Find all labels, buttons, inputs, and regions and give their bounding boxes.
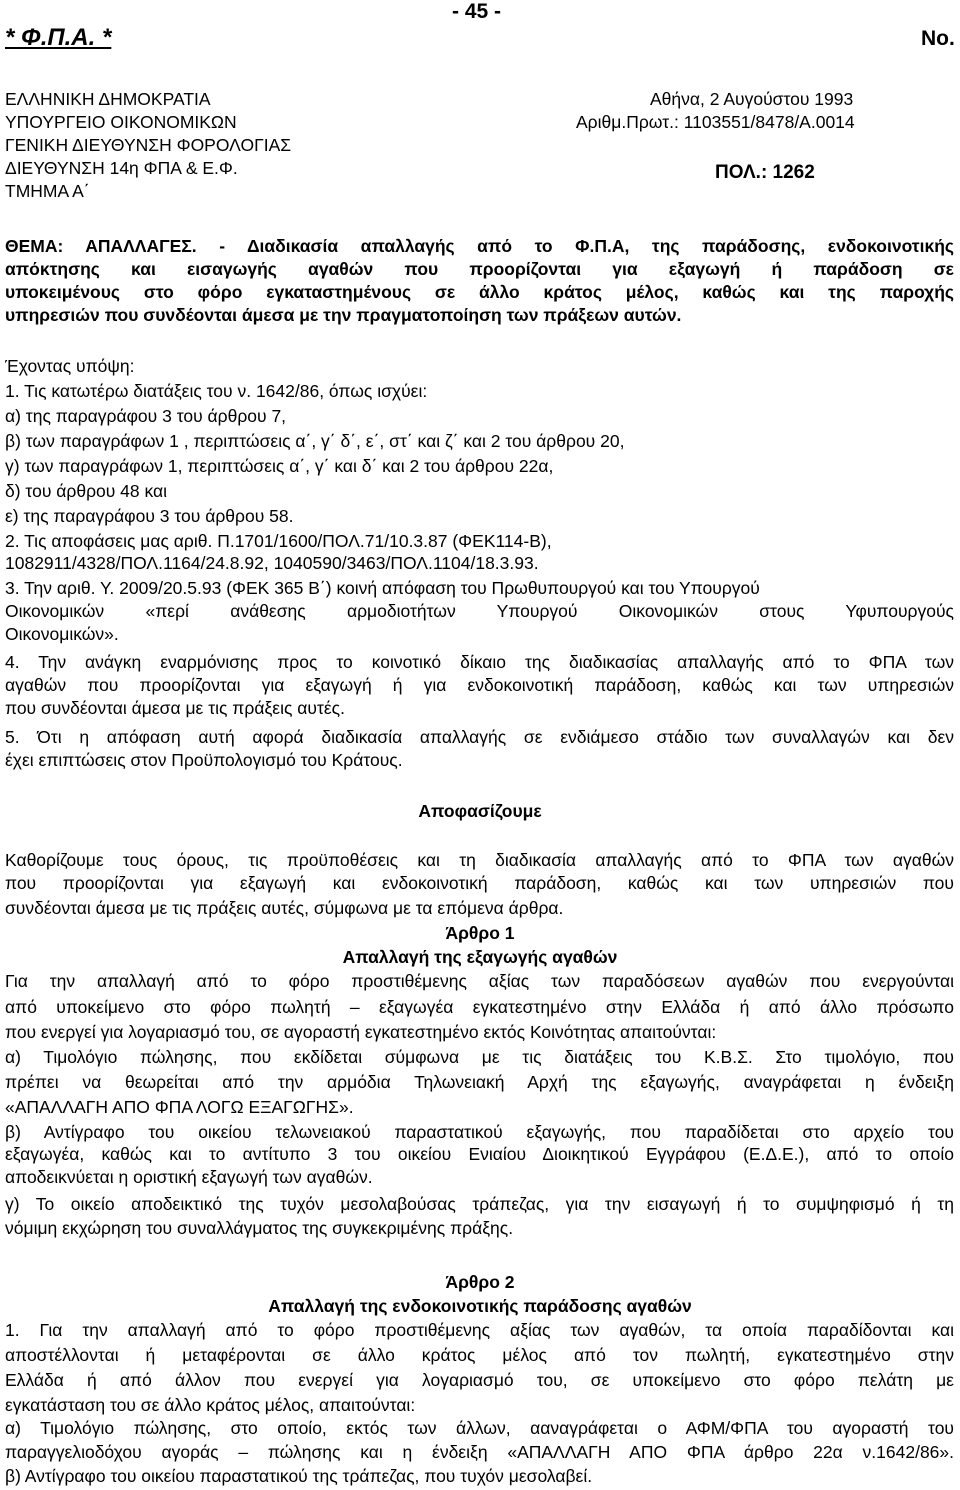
considering-line: 1082911/4328/ΠΟΛ.1164/24.8.92, 1040590/3463/ΠΟΛ.1104/18.3.93.: [5, 553, 539, 573]
article-2-line: 1. Για την απαλλαγή από το φόρο προστιθέμενης αξίας των αγαθών, τα οποία παραδίδονται και: [5, 1320, 954, 1340]
considering-line: 2. Τις αποφάσεις μας αριθ. Π.1701/1600/ΠΟΛ.71/10.3.87 (ΦΕΚ114-Β),: [5, 531, 552, 551]
considering-line: γ) των παραγράφων 1, περιπτώσεις α΄, γ΄ και δ΄ και 2 του άρθρου 22α,: [5, 456, 554, 476]
article-1-number: Άρθρο 1: [445, 923, 515, 943]
considering-line: 1. Τις κατωτέρω διατάξεις του ν. 1642/86, όπως ισχύει:: [5, 381, 428, 401]
article-1-line: Για την απαλλαγή από το φόρο προστιθέμενης αξίας των παραδόσεων αγαθών που ενεργούνται: [5, 971, 954, 991]
issuer-line: ΓΕΝΙΚΗ ΔΙΕΥΘΥΝΣΗ ΦΟΡΟΛΟΓΙΑΣ: [5, 135, 292, 155]
considering-line: Οικονομικών».: [5, 624, 119, 644]
article-1-line: β) Αντίγραφο του οικείου τελωνειακού παραστατικού εξαγωγής, που παραδίδεται στο αρχείο του: [5, 1122, 954, 1142]
issuer-line: ΤΜΗΜΑ Α΄: [5, 181, 90, 201]
issuer-line: ΔΙΕΥΘΥΝΣΗ 14η ΦΠΑ & Ε.Φ.: [5, 158, 238, 178]
article-1-line: νόμιμη εκχώρηση του συναλλάγματος της συγκεκριμένης πράξης.: [5, 1218, 514, 1238]
protocol-number: Αριθμ.Πρωτ.: 1103551/8478/Α.0014: [576, 112, 855, 132]
considering-line: 4. Την ανάγκη εναρμόνισης προς το κοινοτικό δίκαιο της διαδικασίας απαλλαγής από το ΦΠΑ των: [5, 652, 954, 672]
article-2-number: Άρθρο 2: [445, 1272, 515, 1292]
no-label: No.: [921, 27, 955, 50]
considering-line: που συνδέονται άμεσα με τις πράξεις αυτές.: [5, 698, 345, 718]
article-2-title: Απαλλαγή της ενδοκοινοτικής παράδοσης αγαθών: [268, 1296, 692, 1316]
considering-line: Οικονομικών «περί ανάθεσης αρμοδιοτήτων Υπουργού Οικονομικών στους Υφυπουργούς: [5, 601, 954, 621]
considering-line: 5. Ότι η απόφαση αυτή αφορά διαδικασία απαλλαγής σε ενδιάμεσο στάδιο των συναλλαγών και δεν: [5, 727, 954, 747]
issuer-line: ΕΛΛΗΝΙΚΗ ΔΗΜΟΚΡΑΤΙΑ: [5, 89, 211, 109]
decide-line: Καθορίζουμε τους όρους, τις προϋποθέσεις και τη διαδικασία απαλλαγής από το ΦΠΑ των αγαθών: [5, 850, 954, 870]
considering-line: δ) του άρθρου 48 και: [5, 481, 168, 501]
page-number: - 45 -: [452, 0, 502, 23]
subject-line: υποκειμένους στο φόρο εγκαταστημένους σε άλλο κράτος μέλος, καθώς και της παροχής: [5, 282, 954, 302]
article-1-line: αποδεικνύεται η οριστική εξαγωγή των αγαθών.: [5, 1167, 373, 1187]
decide-line: που προορίζονται για εξαγωγή και ενδοκοινοτική παράδοση, καθώς και των υπηρεσιών που: [5, 873, 954, 893]
article-2-line: Ελλάδα ή από άλλον που ενεργεί για λογαριασμό του, σε υποκείμενο στο φόρο πελάτη με: [5, 1370, 954, 1390]
considering-line: έχει επιπτώσεις στον Προϋπολογισμό του Κράτους.: [5, 750, 403, 770]
article-1-title: Απαλλαγή της εξαγωγής αγαθών: [342, 947, 618, 967]
considering-line: αγαθών που προορίζονται για εξαγωγή ή για ενδοκοινοτική παράδοση, καθώς και των υπηρεσιών: [5, 675, 954, 695]
article-1-line: από υποκείμενο στο φόρο πωλητή – εξαγωγέα εγκατεστημένο στην Ελλάδα ή από άλλο πρόσωπο: [5, 997, 954, 1017]
article-1-line: εξαγωγέα, καθώς και το αντίτυπο 3 του οικείου Ενιαίου Διοικητικού Εγγράφου (Ε.Δ.Ε.), από το οποίο: [5, 1144, 954, 1164]
date: Αθήνα, 2 Αυγούστου 1993: [650, 89, 854, 109]
article-2-line: β) Αντίγραφο του οικείου παραστατικού της τράπεζας, που τυχόν μεσολαβεί.: [5, 1466, 593, 1486]
article-1-line: α) Τιμολόγιο πώλησης, που εκδίδεται σύμφωνα με τις διατάξεις του Κ.Β.Σ. Στο τιμολόγιο, που: [5, 1047, 954, 1067]
pol-number: ΠΟΛ.: 1262: [715, 162, 815, 183]
series-mark: * Φ.Π.Α. *: [5, 24, 112, 51]
considering-line: 3. Την αριθ. Υ. 2009/20.5.93 (ΦΕΚ 365 Β΄) κοινή απόφαση του Πρωθυπουργού και του Υπουργού: [5, 578, 760, 598]
decide-heading: Αποφασίζουμε: [418, 801, 542, 821]
subject-line: υπηρεσιών που συνδέονται άμεσα με την πραγματοποίηση των πράξεων αυτών.: [5, 305, 682, 325]
subject-line: ΘΕΜΑ: ΑΠΑΛΛΑΓΕΣ. - Διαδικασία απαλλαγής από το Φ.Π.Α, της παράδοσης, ενδοκοινοτικής: [5, 236, 954, 256]
issuer-line: ΥΠΟΥΡΓΕΙΟ ΟΙΚΟΝΟΜΙΚΩΝ: [5, 112, 237, 132]
article-1-line: πρέπει να θεωρείται από την αρμόδια Τηλωνειακή Αρχή της εξαγωγής, αναγράφεται η ένδειξη: [5, 1072, 954, 1092]
decide-line: συνδέονται άμεσα με τις πράξεις αυτές, σύμφωνα με τα επόμενα άρθρα.: [5, 898, 564, 918]
subject-line: απόκτησης και εισαγωγής αγαθών που προορίζονται για εξαγωγή ή παράδοση σε: [5, 259, 954, 279]
considering-line: β) των παραγράφων 1 , περιπτώσεις α΄, γ΄ δ΄, ε΄, στ΄ και ζ΄ και 2 του άρθρου 20,: [5, 431, 625, 451]
article-1-line: που ενεργεί για λογαριασμό του, σε αγοραστή εγκατεστημένο εκτός Κοινότητας απαιτούνται:: [5, 1022, 717, 1042]
article-2-line: αποστέλλονται ή μεταφέρονται σε άλλο κράτος μέλος από τον πωλητή, εγκατεστημένο στην: [5, 1345, 954, 1365]
article-2-line: παραγγελιοδόχου αγοράς – πώλησης και η ένδειξη «ΑΠΑΛΛΑΓΗ ΑΠΟ ΦΠΑ άρθρο 22α ν.1642/86».: [5, 1442, 954, 1462]
considering-line: α) της παραγράφου 3 του άρθρου 7,: [5, 406, 287, 426]
article-1-line: «ΑΠΑΛΛΑΓΗ ΑΠΟ ΦΠΑ ΛΟΓΩ ΕΞΑΓΩΓΗΣ».: [5, 1097, 354, 1117]
article-2-line: εγκατάσταση του σε άλλο κράτος μέλος, απαιτούνται:: [5, 1395, 416, 1415]
considering-heading: Έχοντας υπόψη:: [5, 356, 135, 376]
considering-line: ε) της παραγράφου 3 του άρθρου 58.: [5, 506, 294, 526]
article-1-line: γ) Το οικείο αποδεικτικό της τυχόν μεσολαβούσας τράπεζας, για την εισαγωγή ή το συμψηφισμό ή τη: [5, 1194, 954, 1214]
article-2-line: α) Τιμολόγιο πώλησης, στο οποίο, εκτός των άλλων, ααναγράφεται ο ΑΦΜ/ΦΠΑ του αγοραστή του: [5, 1418, 954, 1438]
